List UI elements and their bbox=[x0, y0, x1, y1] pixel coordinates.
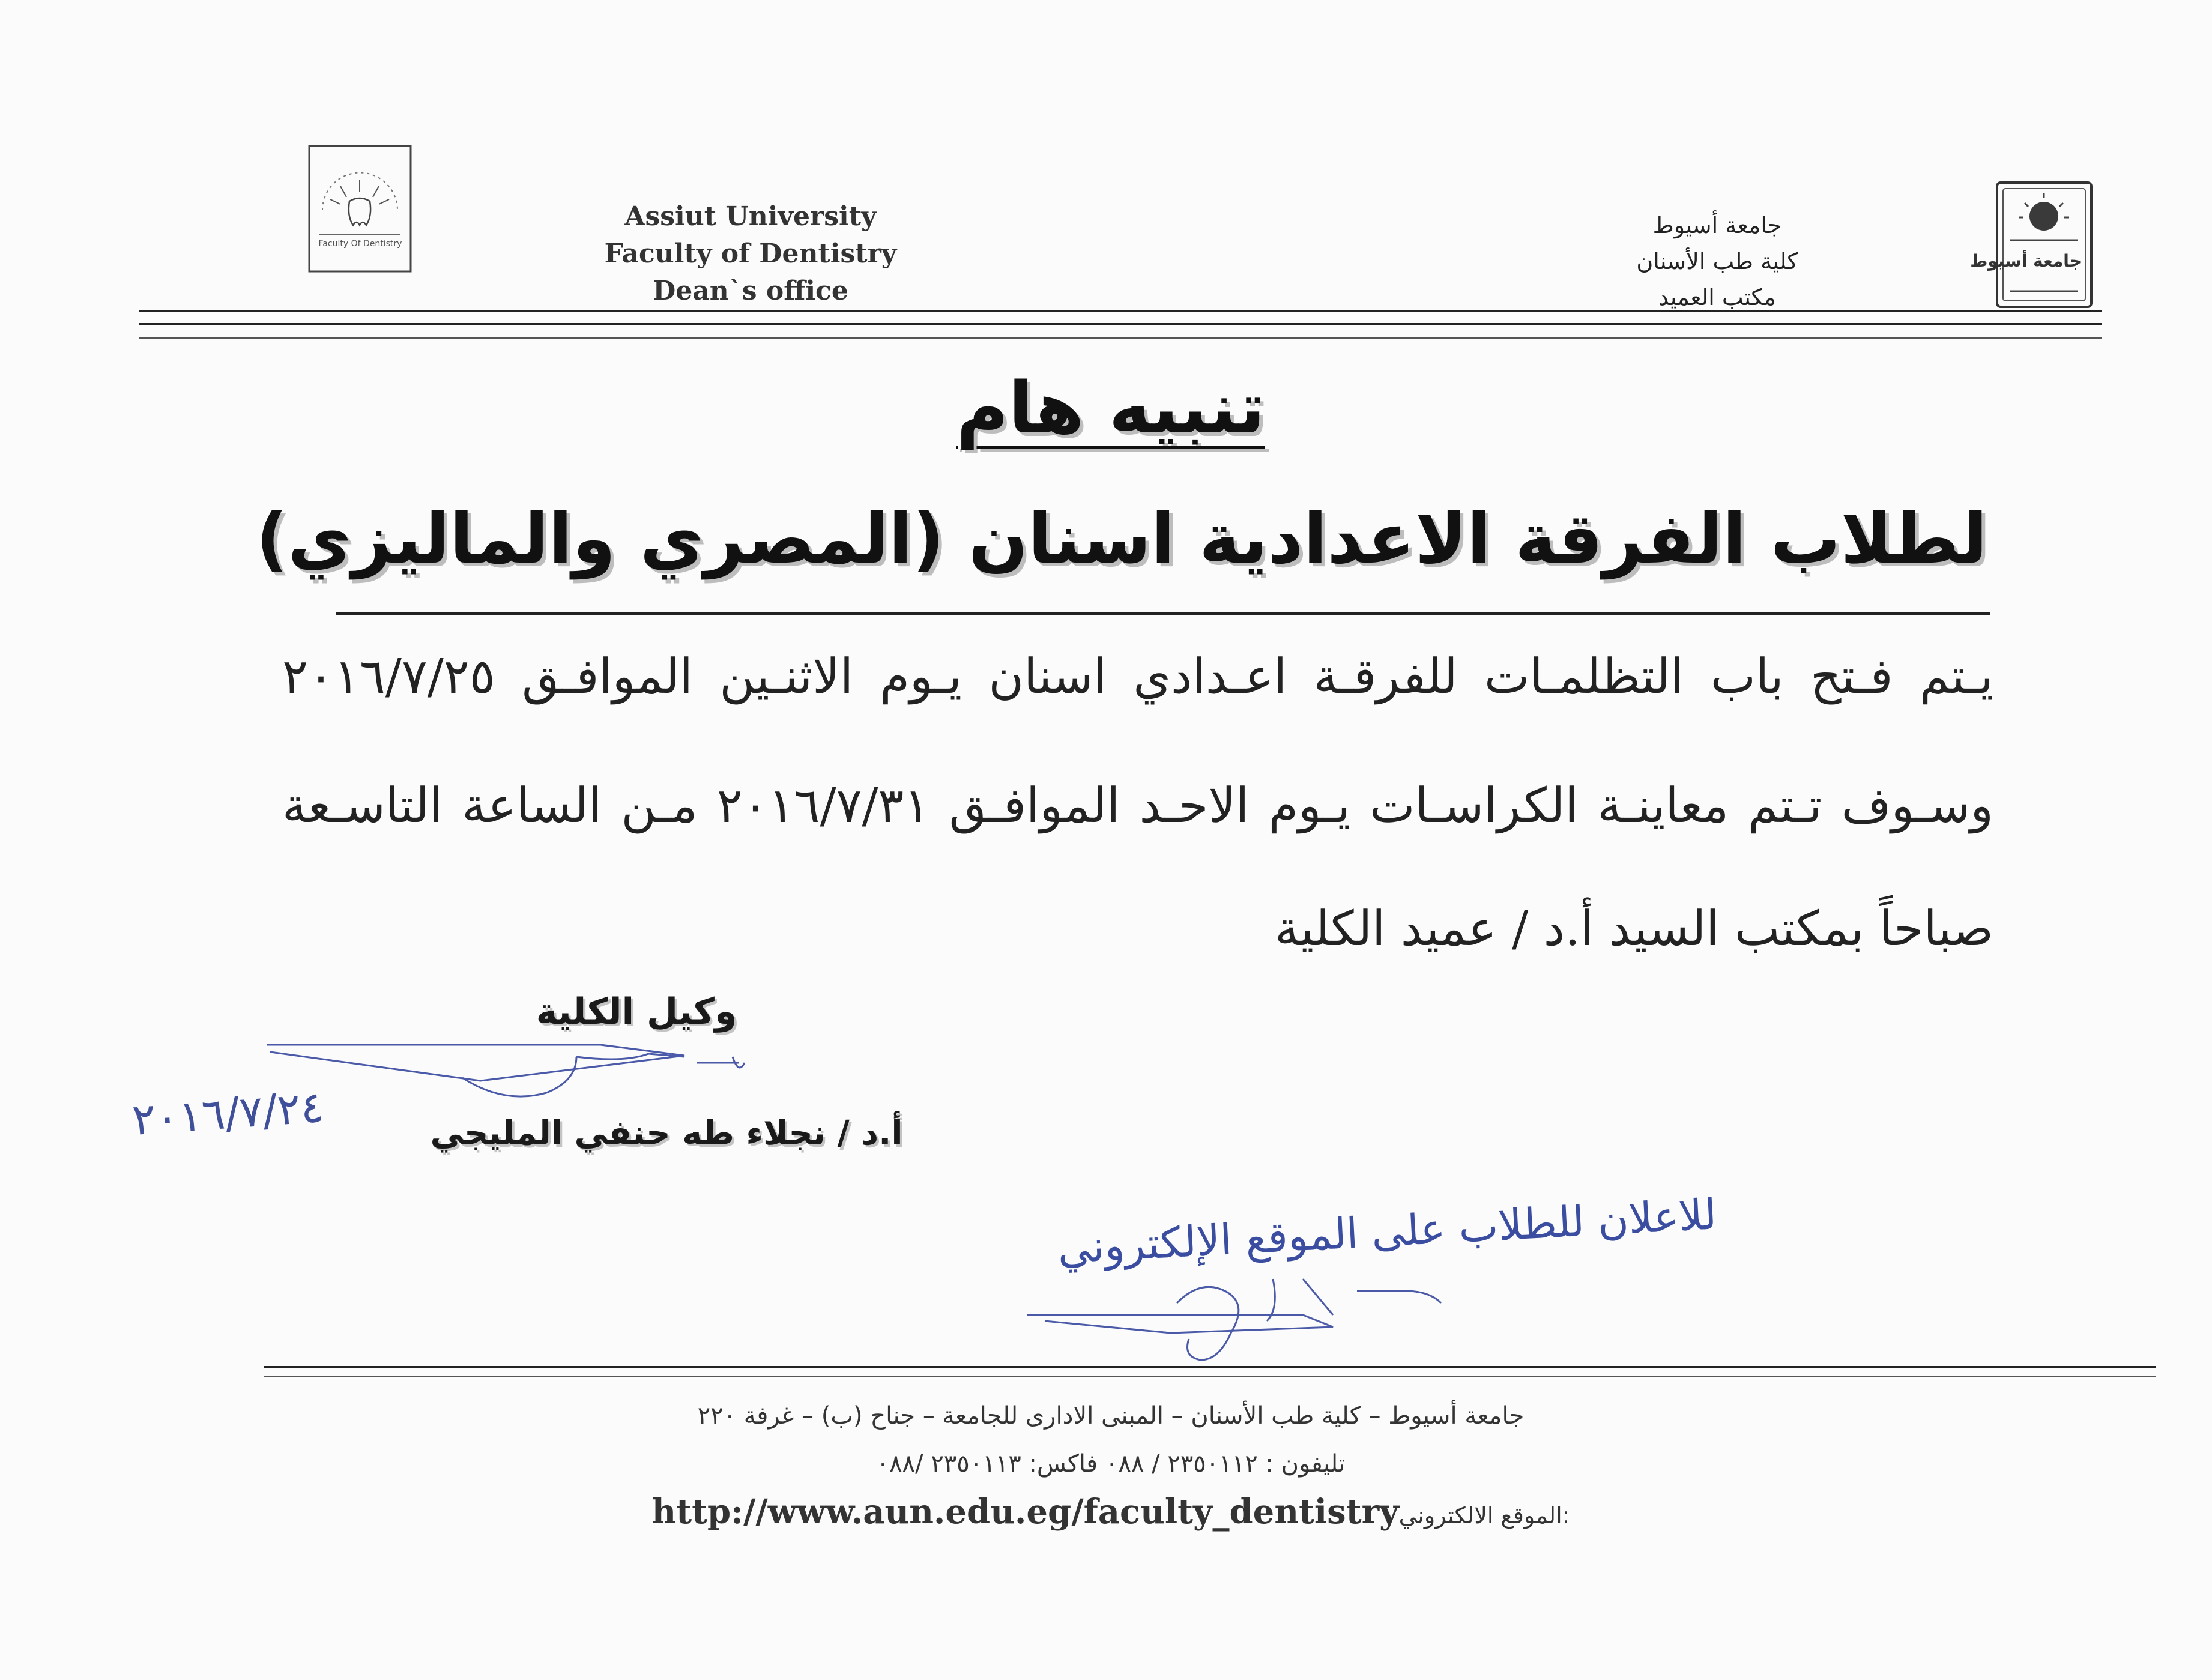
tooth-seal-icon bbox=[307, 144, 412, 273]
office-name-ar: مكتب العميد bbox=[1658, 284, 1777, 310]
footer-rule-bottom bbox=[264, 1376, 2156, 1377]
footer-rule-top bbox=[264, 1366, 2156, 1368]
faculty-name-ar: كلية طب الأسنان bbox=[1636, 248, 1798, 274]
university-name: Assiut University bbox=[624, 201, 877, 232]
signature-icon bbox=[264, 1021, 865, 1111]
signature-scribble bbox=[264, 1021, 865, 1111]
university-name-ar: جامعة أسيوط bbox=[1652, 212, 1782, 238]
office-name: Dean`s office bbox=[653, 276, 848, 306]
signature-icon-2 bbox=[1021, 1255, 1471, 1369]
handwritten-date: ٢٠١٦/٧/٢٤ bbox=[130, 1081, 325, 1146]
sun-seal-icon bbox=[1970, 180, 2094, 309]
right-logo-caption: جامعة أسيوط bbox=[1970, 251, 2082, 271]
website-url[interactable]: http://www.aun.edu.eg/faculty_dentistry bbox=[651, 1492, 1399, 1532]
header-rule-top bbox=[139, 310, 2102, 312]
arabic-header bbox=[1573, 207, 1861, 315]
second-signature bbox=[1021, 1255, 1471, 1369]
header-rule-bottom bbox=[139, 323, 2102, 325]
subtitle-underline bbox=[336, 612, 1990, 615]
header-rule-thin bbox=[139, 337, 2102, 339]
footer-website bbox=[540, 1492, 1681, 1532]
english-header bbox=[540, 198, 961, 310]
faculty-logo bbox=[307, 144, 412, 273]
body-line-2: وسـوف تـتم معاينـة الكراسـات يـوم الاحـد الموافـق ٢٠١٦/٧/٣١ مـن الساعة التاسـعة bbox=[282, 778, 1993, 833]
university-logo bbox=[1970, 180, 2094, 309]
website-label: الموقع الالكتروني: bbox=[1398, 1502, 1570, 1529]
notice-title: تنبيه هام bbox=[956, 366, 1266, 449]
left-logo-caption: Faculty Of Dentistry bbox=[318, 239, 402, 249]
notice-subtitle: لطلاب الفرقة الاعدادية اسنان (المصري والماليزي) bbox=[256, 498, 1987, 579]
footer-phone: تليفون : ٢٣٥٠١١٢ / ٠٨٨ فاكس: ٢٣٥٠١١٣ /٠٨٨ bbox=[876, 1450, 1346, 1478]
signatory-name: أ.د / نجلاء طه حنفي المليجي bbox=[430, 1114, 903, 1153]
body-line-3: صباحاً بمكتب السيد أ.د / عميد الكلية bbox=[1275, 901, 1993, 956]
footer-address: جامعة أسيوط – كلية طب الأسنان – المبنى الادارى للجامعة – جناح (ب) – غرفة ٢٢٠ bbox=[697, 1402, 1525, 1430]
signatory-title: وكيل الكلية bbox=[536, 991, 737, 1033]
body-line-1: يـتم فـتح باب التظلمـات للفرقـة اعـدادي اسنان يـوم الاثنـين الموافـق ٢٠١٦/٧/٢٥ bbox=[282, 648, 1993, 704]
handwritten-note: للاعلان للطلاب على الموقع الإلكتروني bbox=[1056, 1189, 1718, 1274]
faculty-name: Faculty of Dentistry bbox=[604, 238, 897, 269]
